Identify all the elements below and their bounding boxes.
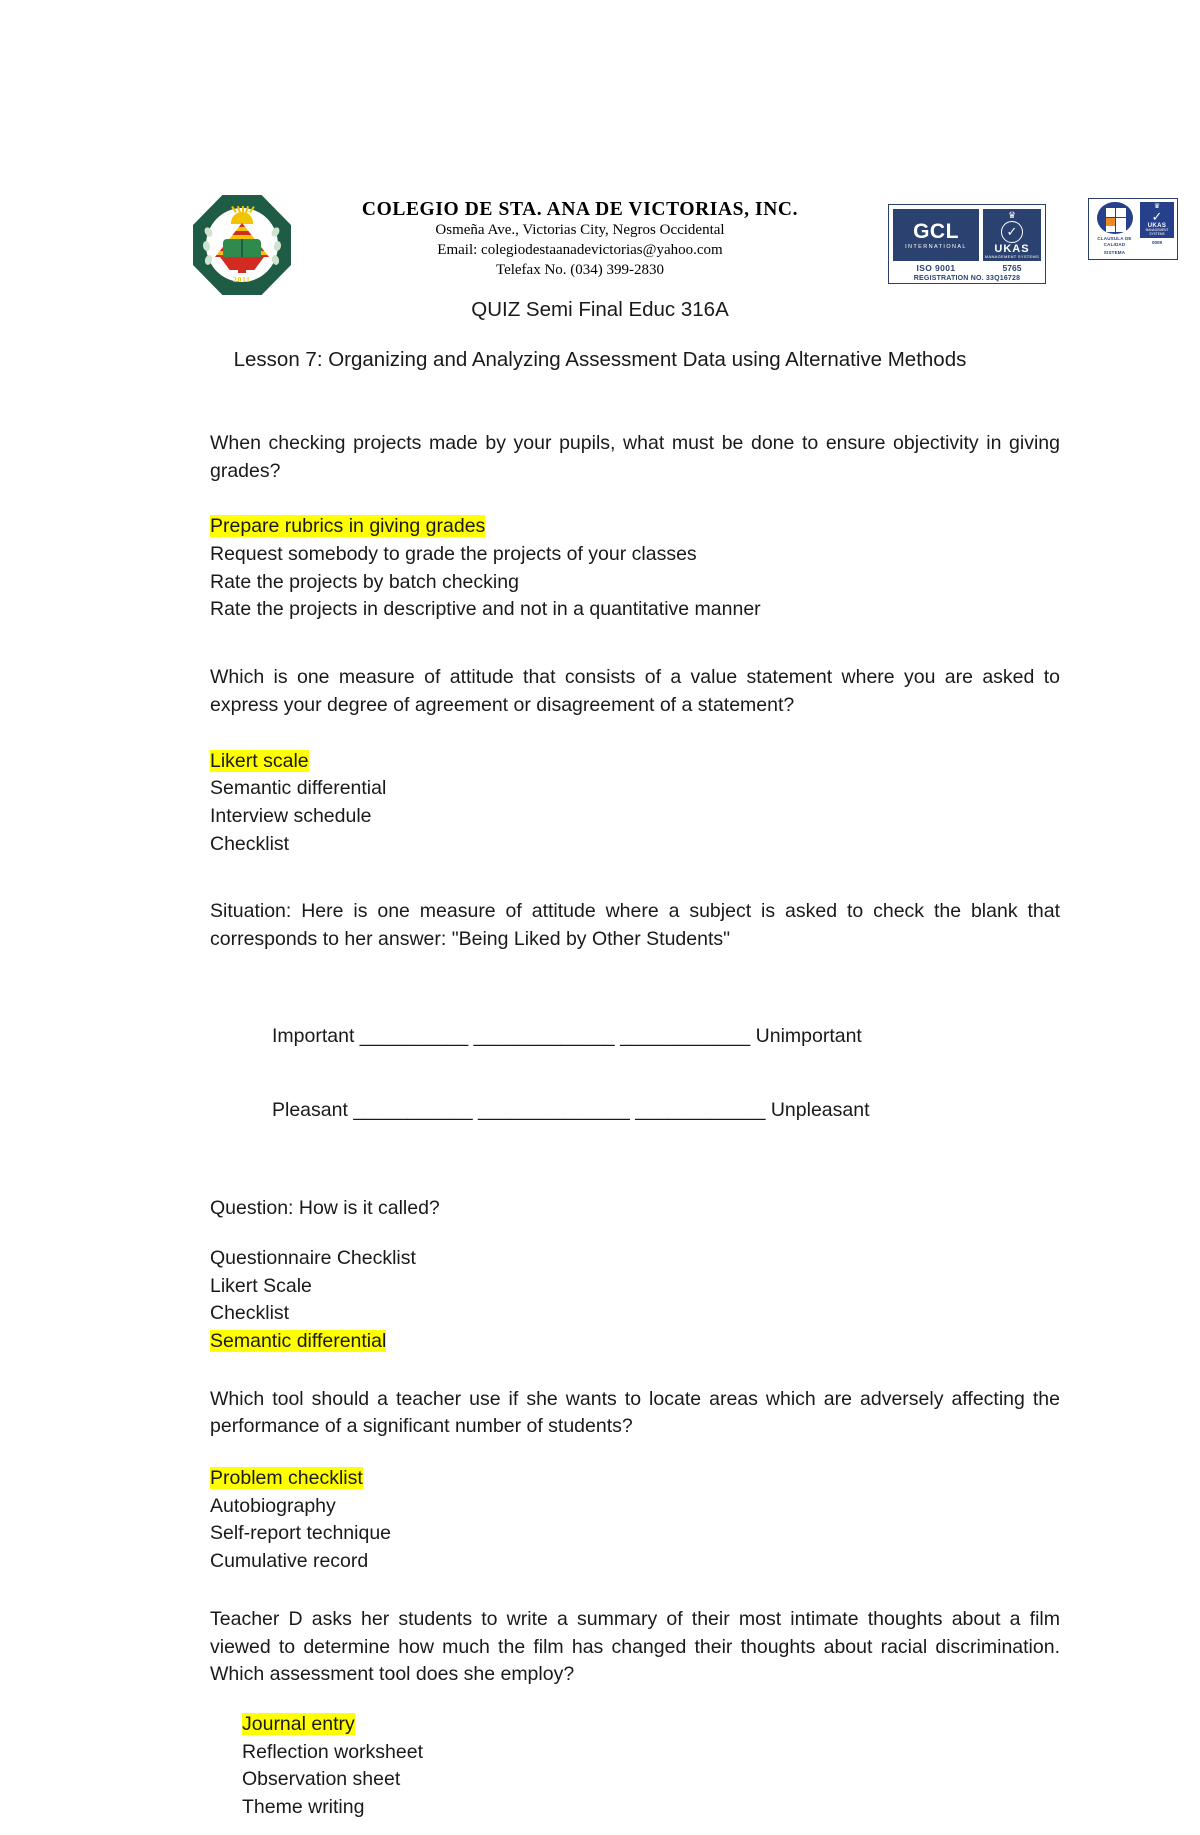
question-text: When checking projects made by your pupils, what must be done to ensure objectivity in giving grades? <box>210 432 1060 482</box>
gcl-footer-row <box>893 263 1041 273</box>
option-list <box>242 1711 1060 1822</box>
option-label: Likert Scale <box>210 1274 312 1297</box>
option-label: Request somebody to grade the projects of your classes <box>210 543 697 566</box>
question-text: Which tool should a teacher use if she wants to locate areas which are adversely affecting the performance of a significant number of students? <box>210 1387 1060 1438</box>
option-list <box>210 513 1060 624</box>
crown-icon: ♛ <box>1007 209 1017 220</box>
question-block <box>210 430 1060 624</box>
question-block <box>210 1606 1060 1822</box>
ukas-subtext: MANAGEMENT SYSTEMS <box>984 253 1040 259</box>
option-item[interactable] <box>242 1794 1060 1822</box>
letterhead <box>0 90 1200 284</box>
option-item[interactable] <box>242 1711 1060 1739</box>
option-label: Prepare rubrics in giving grades <box>210 515 486 538</box>
option-label: Problem checklist <box>210 1467 363 1490</box>
aenor-number-text: 0009 <box>1151 240 1162 245</box>
option-label: Theme writing <box>242 1795 365 1818</box>
gcl-iso-certification-logo <box>888 204 1046 284</box>
scale-row <box>272 1024 1060 1049</box>
option-label: Semantic differential <box>210 777 387 800</box>
option-label: Checklist <box>210 1302 290 1325</box>
gcl-logo-row <box>893 209 1041 261</box>
checkmark-icon: ✓ <box>1001 221 1023 243</box>
option-item[interactable] <box>210 596 1060 624</box>
aenor-caption-text: CLAUSULA DE CALIDAD <box>1097 236 1132 248</box>
situation-text: Situation: Here is one measure of attitude where a subject is asked to check the blank that corresponds to her answer: "Being Liked by Other Students" <box>210 900 1060 950</box>
option-label: Rate the projects by batch checking <box>210 570 519 593</box>
gcl-brand-box <box>893 209 979 261</box>
sub-question-text: Question: How is it called? <box>210 1197 440 1220</box>
option-label: Journal entry <box>242 1712 355 1735</box>
school-seal-logo <box>193 195 291 295</box>
option-label: Questionnaire Checklist <box>210 1246 416 1269</box>
option-item[interactable] <box>210 1548 1060 1576</box>
spacer <box>210 1576 1060 1606</box>
option-label: Autobiography <box>210 1494 336 1517</box>
option-label: Observation sheet <box>242 1768 401 1791</box>
option-list <box>210 1465 1060 1576</box>
option-item[interactable] <box>210 1273 1060 1301</box>
iso-standard-text: ISO 9001 <box>916 263 956 273</box>
option-item[interactable] <box>210 1245 1060 1273</box>
option-item[interactable] <box>210 748 1060 776</box>
ukas-text: UKAS <box>1147 223 1167 230</box>
scale-right-anchor: Unpleasant <box>770 1099 870 1122</box>
option-item[interactable] <box>210 569 1060 597</box>
gcl-brand-subtext: INTERNATIONAL <box>905 243 967 250</box>
option-item[interactable] <box>210 1520 1060 1548</box>
semantic-scale-rows <box>272 974 1060 1174</box>
gcl-brand-text: GCL <box>913 219 959 243</box>
seal-book-spine <box>241 239 243 258</box>
option-item[interactable] <box>242 1766 1060 1794</box>
option-label: Rate the projects in descriptive and not in a quantitative manner <box>210 598 761 621</box>
scale-right-anchor: Unimportant <box>755 1024 862 1047</box>
option-item[interactable] <box>210 803 1060 831</box>
scale-left-anchor: Pleasant <box>272 1099 348 1122</box>
school-telefax: Telefax No. (034) 399-2830 <box>495 262 665 279</box>
aenor-disc-icon <box>1097 202 1133 234</box>
option-list <box>210 1245 1060 1356</box>
school-address: Osmeña Ave., Victorias City, Negros Occidental <box>435 222 725 239</box>
option-list <box>210 748 1060 859</box>
spacer <box>210 624 1060 664</box>
spacer <box>210 1356 1060 1386</box>
option-label: Self-report technique <box>210 1522 392 1545</box>
aenor-grid-line-horizontal <box>1106 217 1126 218</box>
option-item[interactable] <box>210 1328 1060 1356</box>
option-item[interactable] <box>210 513 1060 541</box>
ukas-subtext: MANAGEMENT SYSTEMS <box>1145 228 1169 236</box>
question-text: Which is one measure of attitude that consists of a value statement where you are asked to express your degree of agreement or disagreement of a statement? <box>210 666 1060 716</box>
option-item[interactable] <box>210 541 1060 569</box>
scale-left-anchor: Important <box>272 1024 355 1047</box>
spacer <box>210 858 1060 898</box>
seal-year-text: 2011 <box>233 276 251 284</box>
option-label: Checklist <box>210 832 290 855</box>
ukas-number-text: 5765 <box>1002 263 1022 273</box>
school-name: COLEGIO DE STA. ANA DE VICTORIAS, INC. <box>361 199 799 220</box>
quiz-content <box>210 430 1060 1822</box>
option-item[interactable] <box>210 775 1060 803</box>
checkmark-icon: ✓ <box>1151 209 1163 225</box>
scale-blanks[interactable]: __________ _____________ ____________ <box>359 1024 751 1047</box>
question-block <box>210 664 1060 858</box>
ukas-text: UKAS <box>994 242 1030 255</box>
aenor-emblem-group <box>1092 202 1137 256</box>
aenor-grid-line-vertical <box>1115 208 1116 232</box>
option-item[interactable] <box>210 1465 1060 1493</box>
option-label: Cumulative record <box>210 1550 369 1573</box>
option-item[interactable] <box>210 831 1060 859</box>
seal-pedestal-stem <box>238 265 246 273</box>
option-label: Interview schedule <box>210 804 372 827</box>
scale-row <box>272 1098 1060 1123</box>
aenor-orange-quadrant <box>1106 218 1115 226</box>
page-subtitle: Lesson 7: Organizing and Analyzing Assessment Data using Alternative Methods <box>233 348 967 371</box>
ukas-mark-box <box>983 209 1041 261</box>
aenor-ukas-group <box>1140 202 1174 256</box>
registration-number-text: REGISTRATION NO. 33Q16728 <box>913 275 1021 282</box>
crown-icon: ♛ <box>1153 203 1161 211</box>
question-text: Teacher D asks her students to write a summary of their most intimate thoughts about a film viewed to determine how much the film has changed their thoughts about racial discrimination. Which assessment tool does she employ? <box>210 1607 1060 1686</box>
question-block <box>210 898 1060 1355</box>
letterhead-text-block <box>300 198 860 281</box>
school-email: Email: colegiodestaanadevictorias@yahoo.com <box>437 242 723 259</box>
aenor-caption-subtext: SISTEMA <box>1103 250 1126 256</box>
quality-certification-logo <box>1088 198 1178 260</box>
question-block <box>210 1386 1060 1576</box>
option-item[interactable] <box>242 1739 1060 1767</box>
option-label: Semantic differential <box>210 1330 387 1352</box>
option-item[interactable] <box>210 1300 1060 1328</box>
option-item[interactable] <box>210 1493 1060 1521</box>
option-label: Likert scale <box>210 749 309 772</box>
aenor-ukas-box <box>1140 202 1174 238</box>
page-title: QUIZ Semi Final Educ 316A <box>471 298 729 321</box>
scale-blanks[interactable]: ___________ ______________ ____________ <box>353 1099 766 1122</box>
option-label: Reflection worksheet <box>242 1740 424 1763</box>
